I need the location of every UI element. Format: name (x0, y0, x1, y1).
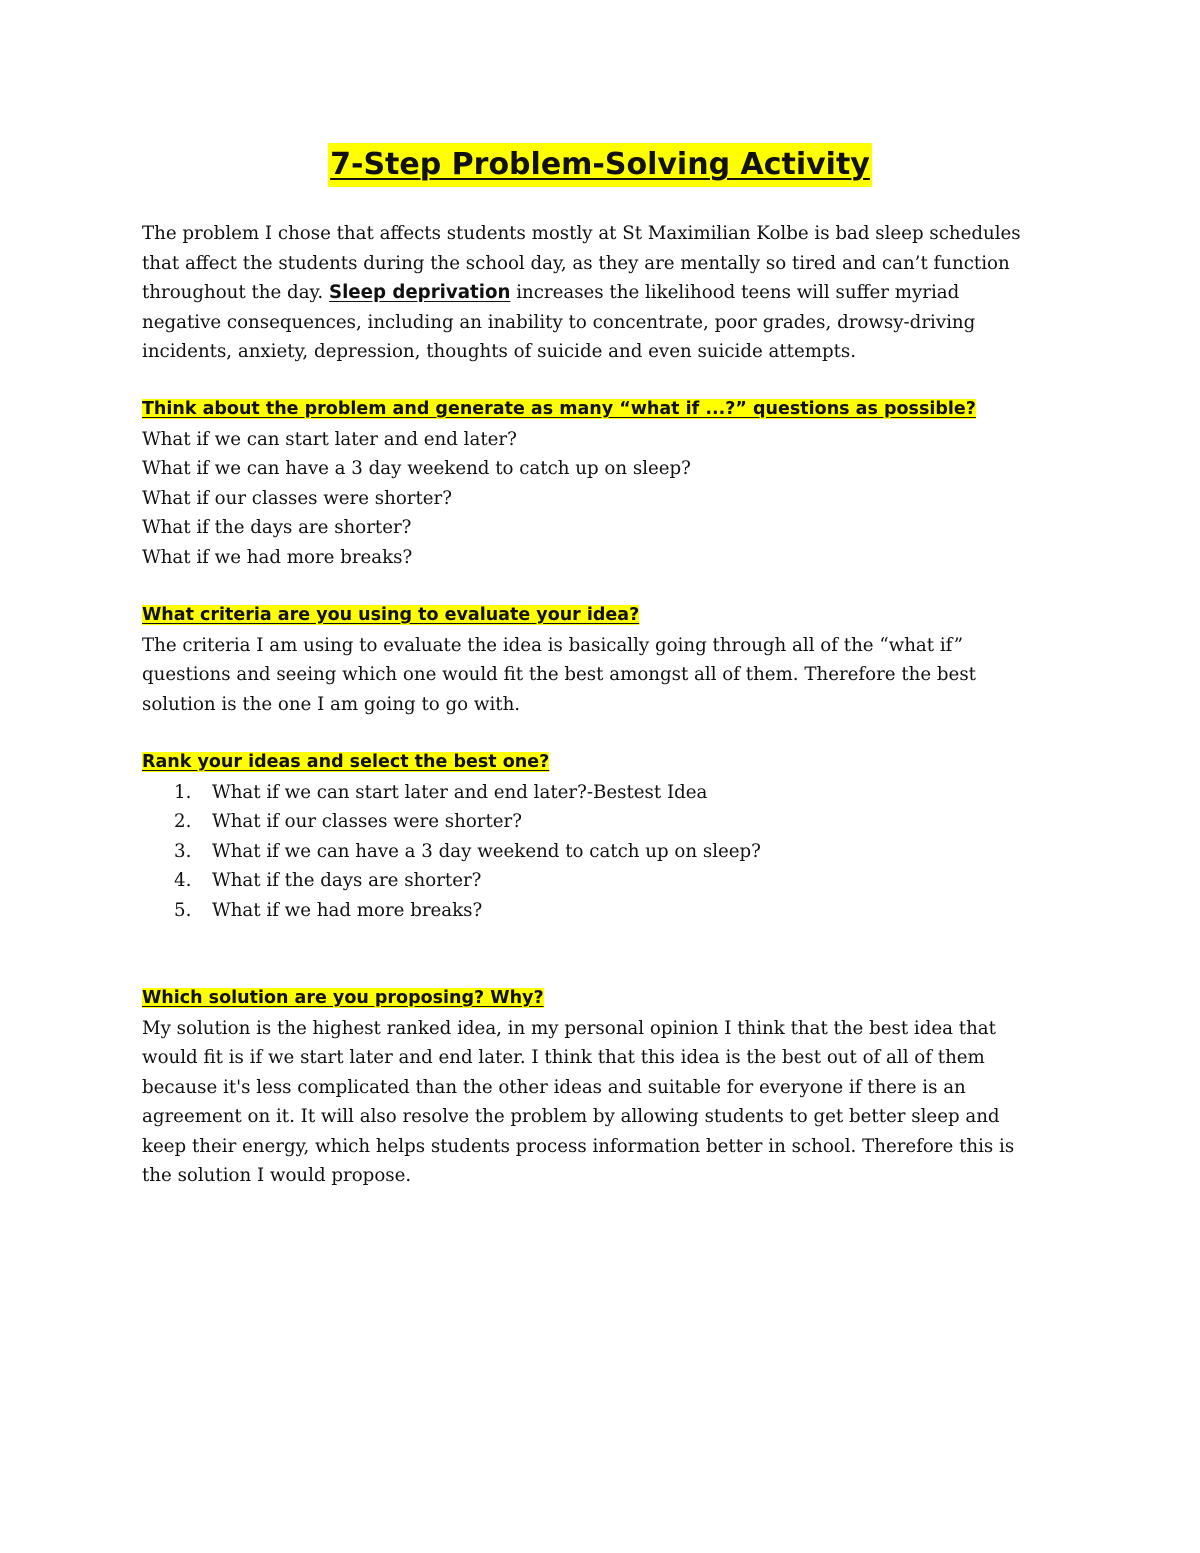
solution-line: the solution I would propose. (142, 1165, 412, 1186)
what-if-question: What if the days are shorter? (142, 517, 412, 538)
list-number: 3. (174, 840, 192, 862)
intro-line: incidents, anxiety, depression, thoughts of suicide and even suicide attempts. (142, 341, 857, 362)
solution-heading: Which solution are you proposing? Why? (142, 988, 544, 1008)
intro-line: negative consequences, including an inability to concentrate, poor grades, drowsy-driving (142, 311, 976, 333)
criteria-section (142, 600, 1062, 719)
list-item (142, 778, 1062, 808)
what-if-question: What if we had more breaks? (142, 546, 413, 568)
list-item (142, 807, 1062, 837)
solution-line: My solution is the highest ranked idea, in my personal opinion I think that the best idea that (142, 1017, 996, 1039)
solution-line: because it's less complicated than the other ideas and suitable for everyone if there is an (142, 1076, 966, 1098)
criteria-line: solution is the one I am going to go with. (142, 693, 521, 715)
list-number: 1. (174, 781, 192, 803)
intro-line: that affect the students during the school day, as they are mentally so tired and can’t function (142, 252, 1010, 274)
list-item (142, 896, 1062, 926)
solution-line: keep their energy, which helps students process information better in school. Therefore this is (142, 1135, 1015, 1157)
intro-line: The problem I chose that affects students mostly at St Maximilian Kolbe is bad sleep schedules (142, 223, 1021, 244)
list-number: 4. (174, 870, 192, 891)
list-item-text: What if our classes were shorter? (212, 811, 522, 832)
section-heading-line (142, 600, 1062, 631)
list-item (142, 866, 1062, 896)
section-heading-line (142, 394, 1062, 425)
what-if-question: What if we can have a 3 day weekend to catch up on sleep? (142, 458, 691, 479)
solution-section (142, 983, 1062, 1191)
list-item-text: What if we had more breaks? (212, 899, 483, 921)
list-item-text: What if the days are shorter? (212, 870, 482, 891)
rank-heading: Rank your ideas and select the best one? (142, 752, 550, 772)
list-item-text: What if we can start later and end later?-Bestest Idea (212, 781, 708, 803)
criteria-line: questions and seeing which one would fit the best amongst all of them. Therefore the best (142, 664, 976, 685)
title-wrapper (0, 143, 1200, 187)
list-number: 5. (174, 899, 192, 921)
criteria-heading: What criteria are you using to evaluate your idea? (142, 605, 640, 625)
sleep-deprivation-term: Sleep deprivation (328, 282, 511, 303)
section-heading-line (142, 747, 1062, 778)
document-title: 7-Step Problem-Solving Activity (328, 143, 872, 187)
solution-line: would fit is if we start later and end later. I think that this idea is the best out of all of them (142, 1047, 985, 1068)
list-item (142, 837, 1062, 867)
ranked-ideas-list (142, 778, 1062, 926)
intro-paragraph (142, 219, 1062, 367)
criteria-line: The criteria I am using to evaluate the idea is basically going through all of the “what if” (142, 634, 964, 656)
what-if-question: What if we can start later and end later? (142, 428, 517, 450)
section-heading-line (142, 983, 1062, 1014)
list-item-text: What if we can have a 3 day weekend to catch up on sleep? (212, 840, 761, 862)
rank-section (142, 747, 1062, 925)
what-if-question: What if our classes were shorter? (142, 487, 452, 509)
intro-line: throughout the day. Sleep deprivation increases the likelihood teens will suffer myriad (142, 282, 960, 303)
solution-line: agreement on it. It will also resolve the problem by allowing students to get better sleep and (142, 1106, 1000, 1127)
list-number: 2. (174, 811, 192, 832)
what-if-section (142, 394, 1062, 572)
what-if-heading: Think about the problem and generate as many “what if ...?” questions as possible? (142, 399, 976, 419)
